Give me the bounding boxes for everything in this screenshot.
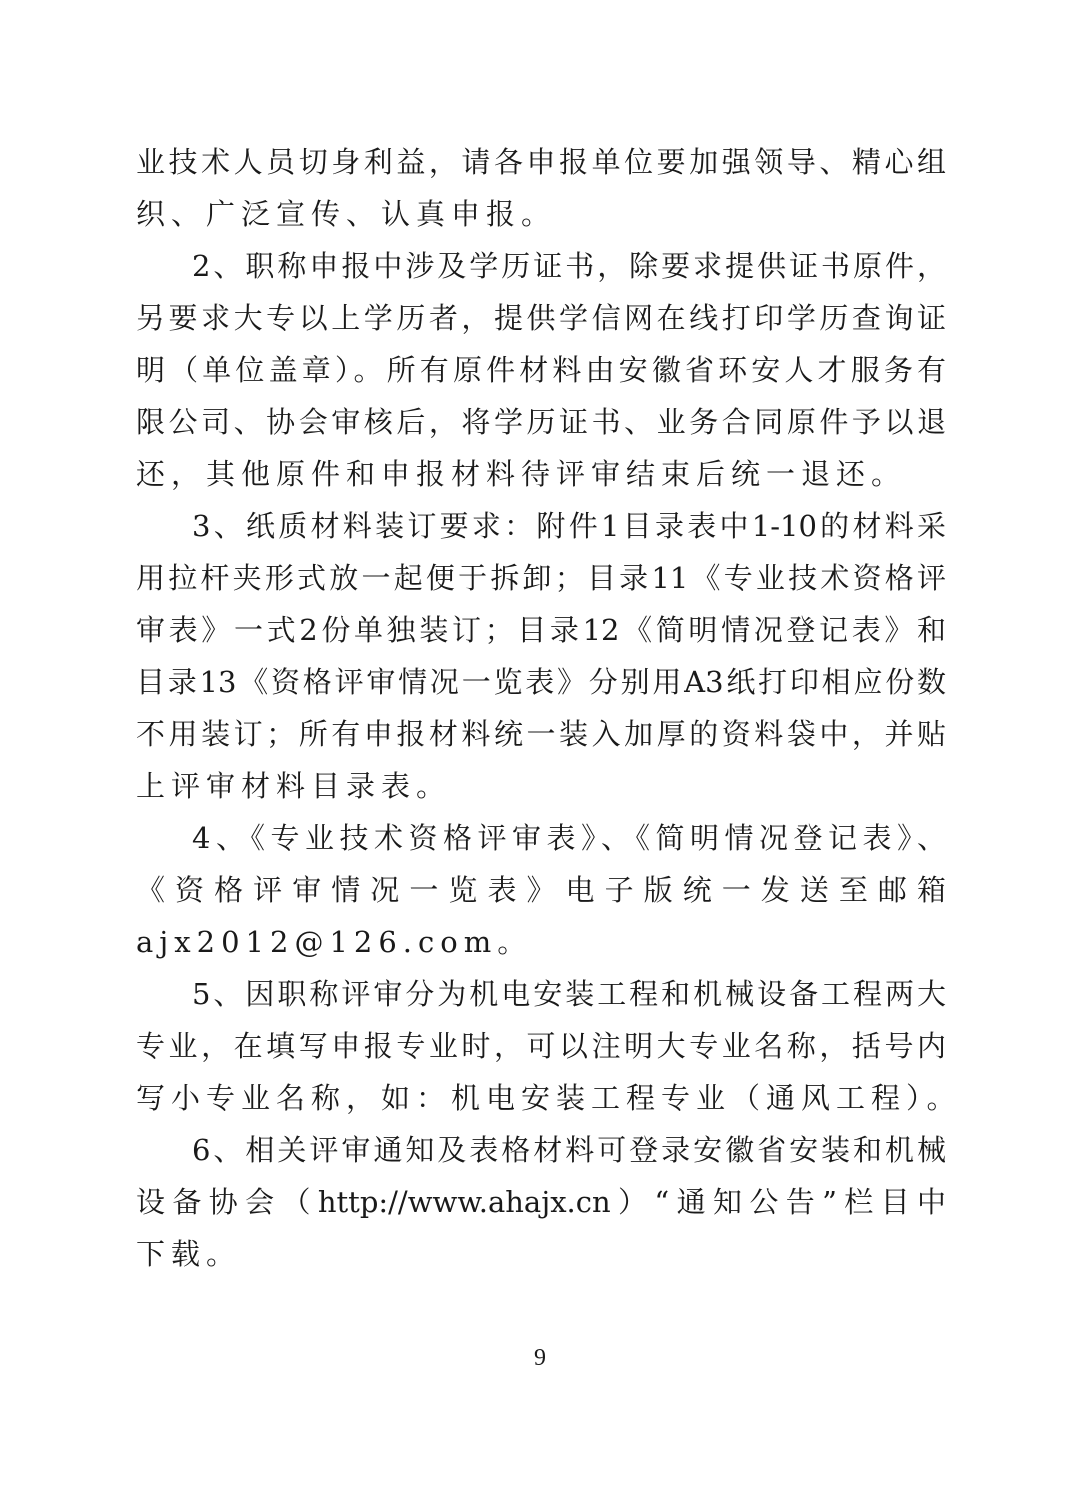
text-line: 另要求大专以上学历者，提供学信网在线打印学历查询证 [136,301,946,335]
text-line: 2、职称申报中涉及学历证书，除要求提供证书原件， [192,249,946,283]
text-line: 设备协会（http://www.ahajx.cn）“通知公告”栏目中 [136,1185,946,1219]
text-line: 目录13《资格评审情况一览表》分别用A3纸打印相应份数 [136,665,946,699]
text-line: 5、因职称评审分为机电安装工程和机械设备工程两大 [192,977,946,1011]
text-line: 专业，在填写申报专业时，可以注明大专业名称，括号内 [136,1029,946,1063]
email-address: ajx2012@126.com。 [136,925,533,959]
text-line: 上评审材料目录表。 [136,769,452,803]
text-line: 织、广泛宣传、认真申报。 [136,197,557,231]
text-line: 4、《专业技术资格评审表》、《简明情况登记表》、 [192,821,946,855]
page-number: 9 [534,1345,546,1371]
text-line: 写小专业名称，如：机电安装工程专业（通风工程）。 [136,1081,962,1115]
text-line: 6、相关评审通知及表格材料可登录安徽省安装和机械 [192,1133,946,1167]
text-line: 下载。 [136,1237,242,1271]
text-line: 业技术人员切身利益，请各申报单位要加强领导、精心组 [136,145,946,179]
text-line: 审表》一式2份单独装订；目录12《简明情况登记表》和 [136,613,946,647]
text-line: 用拉杆夹形式放一起便于拆卸；目录11《专业技术资格评 [136,561,946,595]
text-line: 限公司、协会审核后，将学历证书、业务合同原件予以退 [136,405,946,439]
text-line: 还，其他原件和申报材料待评审结束后统一退还。 [136,457,907,491]
text-line: 不用装订；所有申报材料统一装入加厚的资料袋中，并贴 [136,717,946,751]
text-line: 3、纸质材料装订要求：附件1目录表中1-10的材料采 [192,509,946,543]
text-line: 《资格评审情况一览表》电子版统一发送至邮箱 [136,873,946,907]
text-line: 明（单位盖章）。所有原件材料由安徽省环安人才服务有 [136,353,946,387]
